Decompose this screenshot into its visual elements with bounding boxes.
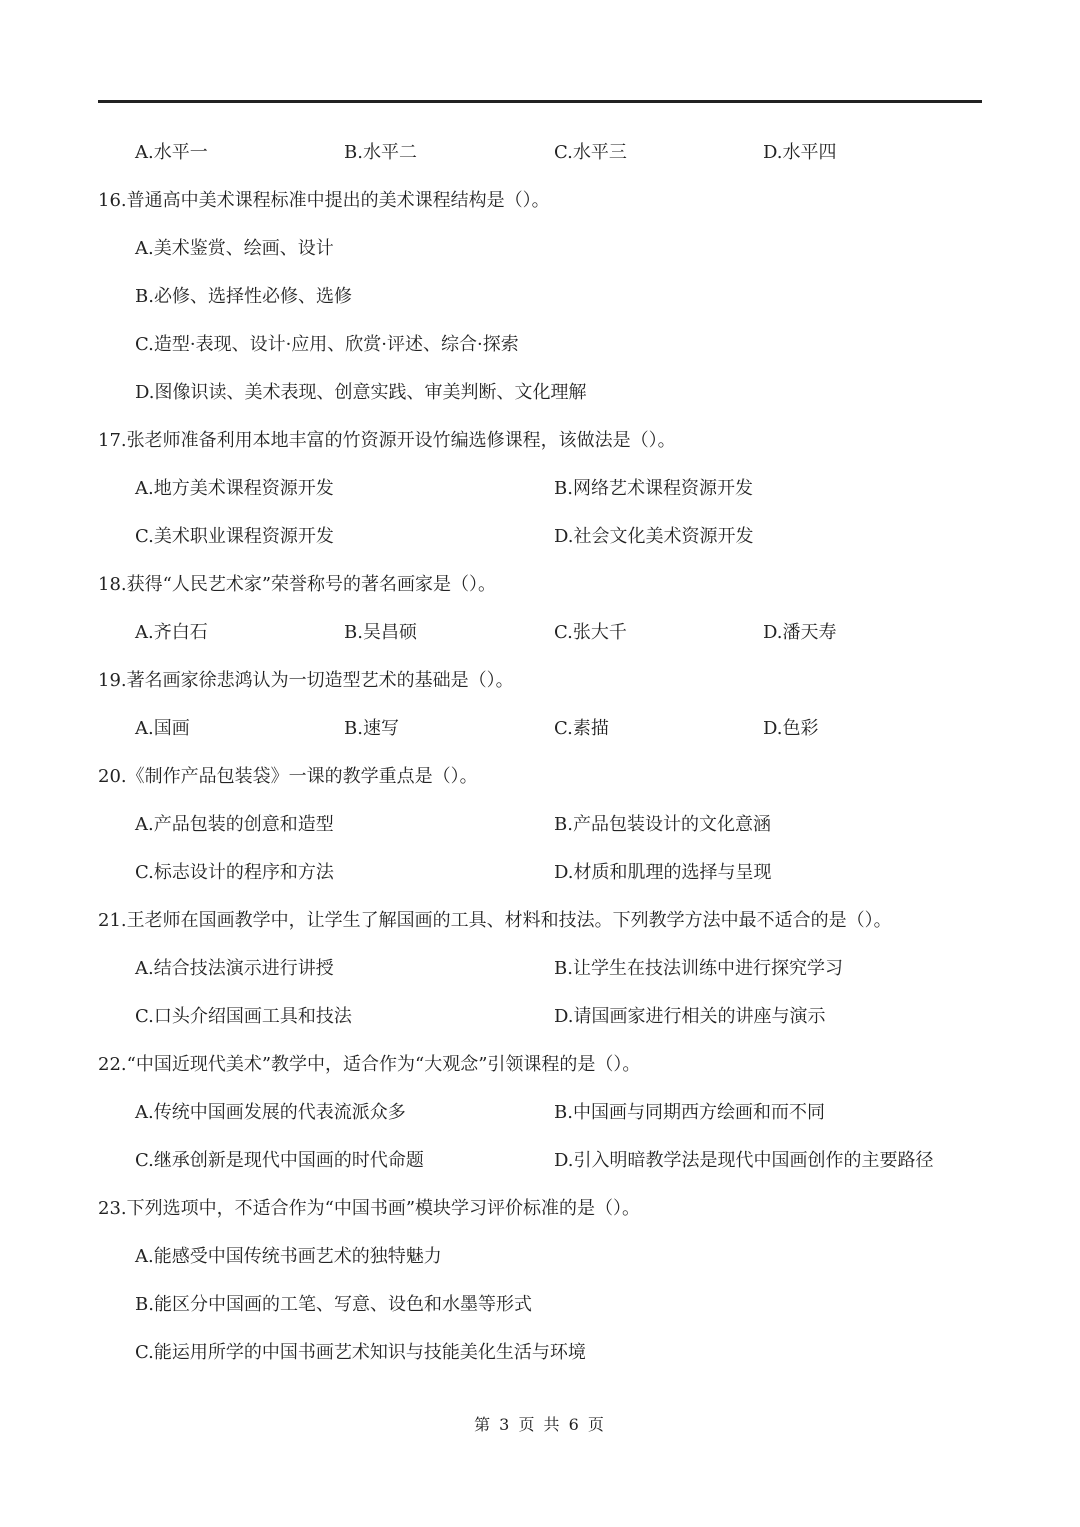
- option-text: D.请国画家进行相关的讲座与演示: [554, 1006, 826, 1027]
- option-text: B.能区分中国画的工笔、写意、设色和水墨等形式: [135, 1294, 532, 1315]
- option-text: A.地方美术课程资源开发: [135, 478, 334, 499]
- option-text: A.结合技法演示进行讲授: [135, 958, 334, 979]
- option-text: D.潘天寿: [763, 622, 837, 643]
- option-text: C.素描: [554, 718, 609, 739]
- question-text: 21.王老师在国画教学中，让学生了解国画的工具、材料和技法。下列教学方法中最不适合的是（）。: [98, 910, 892, 931]
- question-text: 19.著名画家徐悲鸿认为一切造型艺术的基础是（）。: [98, 670, 514, 691]
- option-text: C.能运用所学的中国书画艺术知识与技能美化生活与环境: [135, 1342, 586, 1363]
- option-text: B.水平二: [344, 142, 417, 163]
- option-text: D.图像识读、美术表现、创意实践、审美判断、文化理解: [135, 382, 587, 403]
- option-text: B.让学生在技法训练中进行探究学习: [554, 958, 843, 979]
- option-text: D.社会文化美术资源开发: [554, 526, 754, 547]
- option-text: A.传统中国画发展的代表流派众多: [135, 1102, 406, 1123]
- option-text: A.国画: [135, 718, 190, 739]
- option-text: D.材质和肌理的选择与呈现: [554, 862, 772, 883]
- question-text: 20.《制作产品包装袋》一课的教学重点是（）。: [98, 766, 478, 787]
- option-text: C.口头介绍国画工具和技法: [135, 1006, 352, 1027]
- option-text: B.中国画与同期西方绘画和而不同: [554, 1102, 825, 1123]
- question-text: 22.“中国近现代美术”教学中，适合作为“大观念”引领课程的是（）。: [98, 1054, 641, 1075]
- question-text: 16.普通高中美术课程标准中提出的美术课程结构是（）。: [98, 190, 550, 211]
- option-text: B.网络艺术课程资源开发: [554, 478, 753, 499]
- option-text: B.吴昌硕: [344, 622, 417, 643]
- option-text: C.美术职业课程资源开发: [135, 526, 334, 547]
- option-text: C.继承创新是现代中国画的时代命题: [135, 1150, 424, 1171]
- option-text: A.齐白石: [135, 622, 208, 643]
- option-text: D.色彩: [763, 718, 819, 739]
- question-text: 17.张老师准备利用本地丰富的竹资源开设竹编选修课程，该做法是（）。: [98, 430, 676, 451]
- option-text: C.张大千: [554, 622, 627, 643]
- option-text: A.水平一: [135, 142, 208, 163]
- option-text: C.造型·表现、设计·应用、欣赏·评述、综合·探索: [135, 334, 519, 355]
- option-text: B.必修、选择性必修、选修: [135, 286, 352, 307]
- option-text: A.能感受中国传统书画艺术的独特魅力: [135, 1246, 442, 1267]
- option-text: B.产品包装设计的文化意涵: [554, 814, 771, 835]
- page-footer: 第 3 页 共 6 页: [474, 1415, 606, 1434]
- option-text: C.标志设计的程序和方法: [135, 862, 334, 883]
- option-text: A.产品包装的创意和造型: [135, 814, 334, 835]
- option-text: C.水平三: [554, 142, 627, 163]
- option-text: D.引入明暗教学法是现代中国画创作的主要路径: [554, 1150, 934, 1171]
- option-text: A.美术鉴赏、绘画、设计: [135, 238, 334, 259]
- option-text: D.水平四: [763, 142, 837, 163]
- option-text: B.速写: [344, 718, 399, 739]
- question-text: 18.获得“人民艺术家”荣誉称号的著名画家是（）。: [98, 574, 497, 595]
- header-rule: [98, 100, 982, 103]
- question-text: 23.下列选项中，不适合作为“中国书画”模块学习评价标准的是（）。: [98, 1198, 641, 1219]
